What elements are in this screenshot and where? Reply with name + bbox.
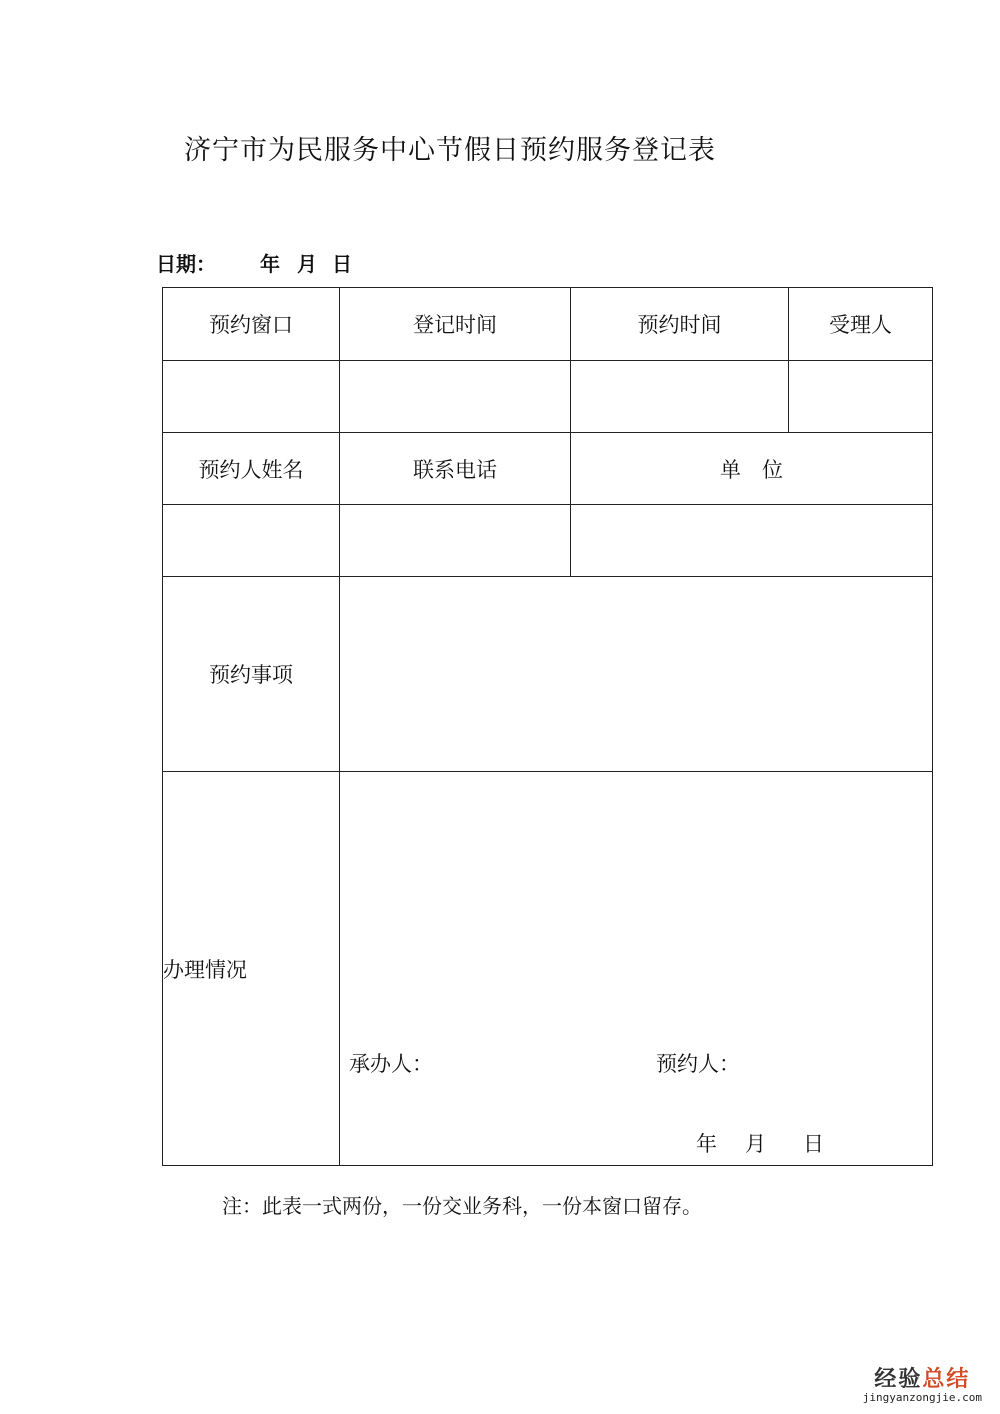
input-applicant-name[interactable]: [163, 505, 340, 577]
watermark-logo: [863, 1362, 982, 1404]
header-register-time: 登记时间: [340, 288, 571, 361]
date-month-label: 月: [297, 252, 317, 276]
sign-year-label: 年: [696, 1132, 717, 1156]
sign-month-label: 月: [745, 1132, 766, 1156]
handling-label: 办理情况: [163, 772, 340, 1165]
applicant-label: 预约人：: [656, 1052, 740, 1076]
footnote: 注：此表一式两份，一份交业务科，一份本窗口留存。: [222, 1194, 702, 1218]
input-appointment-time[interactable]: [571, 361, 789, 433]
header-organization: 单 位: [571, 433, 932, 505]
date-day-label: 日: [332, 252, 352, 276]
header-phone: 联系电话: [340, 433, 571, 505]
header-receiver: 受理人: [789, 288, 932, 361]
date-label: 日期：: [156, 252, 216, 276]
handler-label: 承办人：: [349, 1052, 433, 1076]
input-phone[interactable]: [340, 505, 571, 577]
header-applicant-name: 预约人姓名: [163, 433, 340, 505]
registration-form-table: [162, 287, 933, 1166]
matter-label: 预约事项: [163, 577, 340, 772]
input-register-time[interactable]: [340, 361, 571, 433]
watermark-text: 经验总结: [874, 1367, 971, 1392]
watermark-url: jingyanzongjie.com: [862, 1391, 982, 1404]
input-receiver[interactable]: [789, 361, 932, 433]
header-appointment-time: 预约时间: [571, 288, 789, 361]
form-title: 济宁市为民服务中心节假日预约服务登记表: [184, 135, 716, 166]
input-window[interactable]: [163, 361, 340, 433]
date-year-label: 年: [260, 252, 280, 276]
input-handling[interactable]: [340, 772, 932, 1165]
input-matter[interactable]: [340, 577, 932, 772]
header-window: 预约窗口: [163, 288, 340, 361]
sign-day-label: 日: [803, 1132, 824, 1156]
input-organization[interactable]: [571, 505, 932, 577]
